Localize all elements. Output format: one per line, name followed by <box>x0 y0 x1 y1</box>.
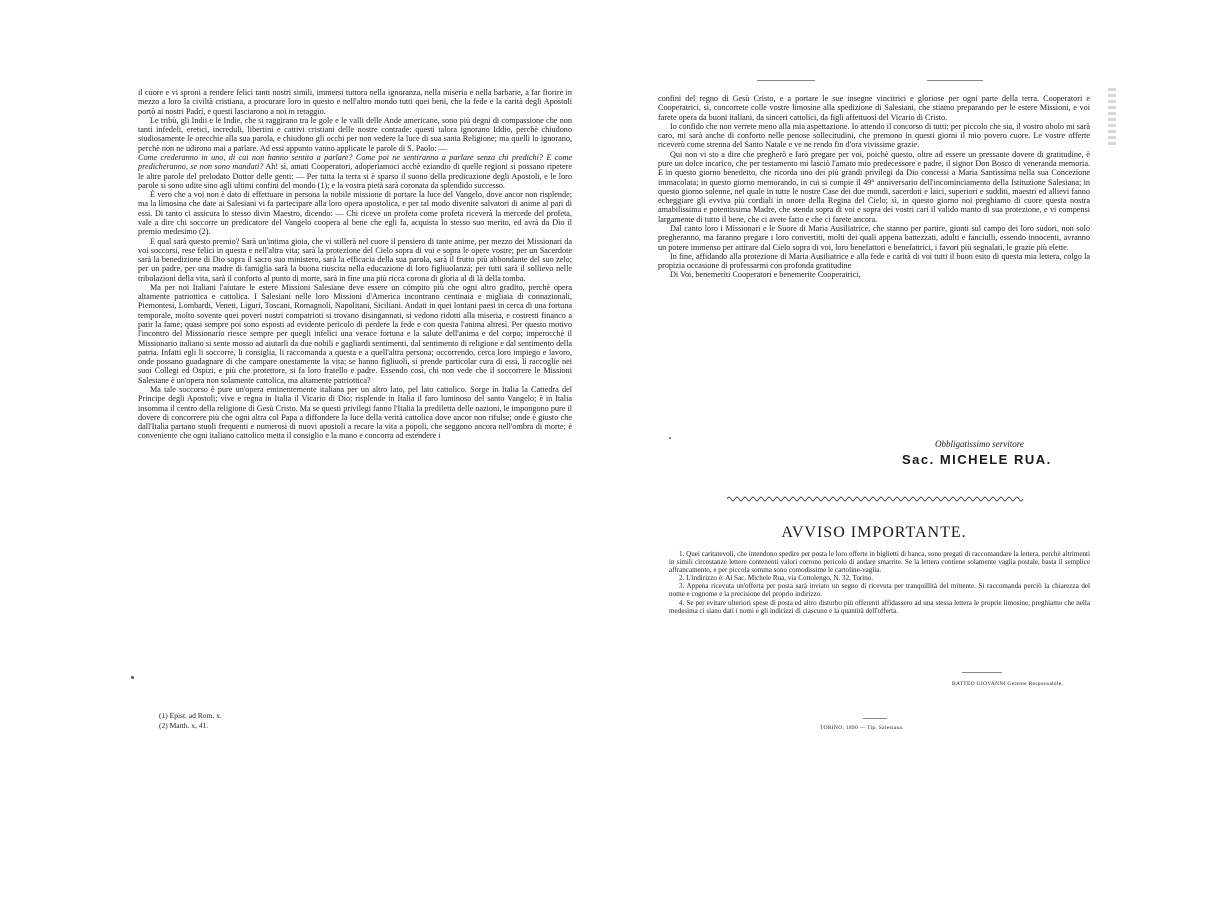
signoff-role: Obbligatissimo servitore <box>935 439 1024 449</box>
manager-line: BATTEO GIOVANNI Gerente Responsabile. <box>952 681 1064 687</box>
scan-speck <box>131 676 134 679</box>
scan-speck <box>669 437 671 439</box>
right-paragraph-4: Dal canto loro i Missionari e le Suore di Maria Ausiliatrice, che stanno per partire, giunti sul campo dei loro sudori, non solo pregheranno, ma faranno pregare i loro convertiti, molti dei quali appena battezzati, adulti e fanciulli, essendo innocenti, avranno un potere immenso per attirare dal Cielo sopra di voi, loro benefattori e benefattrici, i favori più segnalati, le grazie più elette. <box>658 223 1090 252</box>
notice-item-4: 4. Se per evitare ulteriori spese di posta ed altro disturbo più offerenti affidassero ad una stessa lettera le proprie limosine, preghiamo che nella medesima ci siano dati i nomi e gli indirizzi di ciascuno e la quantità dell'offerta. <box>669 598 1090 615</box>
left-paragraph-1: il cuore e vi sproni a rendere felici tanti nostri simili, immersi tuttora nella ignoranza, nella miseria e nella barbarie, a far fiorire in mezzo a loro la civiltà cristiana, a procurare loro in questo e nell'altro mondo tutti quei beni, che la fede e la carità degli Apostoli portò ai nostri Padri, e questi lasciarono a noi in retaggio. <box>138 88 572 116</box>
signoff-name: Sac. MICHELE RUA. <box>902 452 1052 467</box>
printer-line: TORINO, 1890 — Tip. Salesiana. <box>820 725 904 731</box>
left-paragraph-5: E qual sarà questo premio? Sarà un'intima gioia, che vi stillerà nel cuore il pensiero di tante anime, per mezzo dei Missionari da voi soccorsi, rese felici in questa e nell'altra vita; sarà la protezione del Cielo sopra di voi e sopra le opere vostre; per un Sacerdote sarà la benedizione di Dio sopra il sacro suo ministero, sarà la efficacia della sua parola, sarà il frutto più abbondante del suo zelo; per un padre, per una madre di famiglia sarà la buona riuscita nella educazione di loro figliuolanza; per tutti sarà il sollievo nelle tribolazioni della vita, sarà il conforto al punto di morte, sarà in fine una più ricca corona di gloria al di là della tomba. <box>138 236 572 283</box>
printer-rule <box>863 718 887 719</box>
wavy-divider <box>727 494 1024 504</box>
footnote-1: (1) Epist. ad Rom. x. <box>159 711 222 720</box>
left-paragraph-2: Le tribù, gli Indii e le Indie, che si raggirano tra le gole e le valli delle Ande americane, sono più degni di compassione che non tanti infedeli, eretici, increduli, libertini e cattivi cristiani delle nostre contrade: questi talora ignorano Iddio, perchè chiudono studiosamente le orecchie alla sua parola, e chiudono gli occhi per non vedere la luce di sua santa Religione; ma quelli lo ignorano, perchè non ne udirono mai a parlare. Ad essi appunto vanno applicate le parole di S. Paolo: — <box>138 115 572 153</box>
right-page <box>658 94 1090 280</box>
right-paragraph-3: Qui non vi sto a dire che pregherò e farò pregare per voi, poichè questo, oltre ad essere un pressante dovere di gratitudine, è pure un dolce incarico, che per testamento mi lasciò l'amato mio predecessore e padre, il signor Don Bosco di veneranda memoria. E in questo giorno benedetto, che ricorda uno dei più grandi privilegi da Dio concessi a Maria Santissima nella sua Concezione immacolata; in questo giorno memorando, in cui si compie il 49° anniversario dell'incominciamento della Istituzione Salesiana; in questo giorno solenne, nel quale in tutte le nostre Case dei due mondi, sacerdoti e laici, superiori e sudditi, maestri ed allievi fanno echeggiare gli evviva più cordiali in onore della Regina del Cielo; sì, in questo giorno noi preghiamo di cuore questa nostra amabilissima e potentissima Madre, che stenda sopra di voi e sopra dei vostri cari il valido manto di sua protezione, e vi compensi largamente di tutto il bene, che ci avete fatto e che ci farete ancora. <box>658 149 1090 224</box>
notice-item-1: 1. Quei caritatevoli, che intendono spedire per posta le loro offerte in biglietti di banca, sono pregati di raccomandare la lettera, perchè altrimenti in simili circostanze lettere contenenti valori corrono pericolo di andare smarrite. Se la lettera contiene solamente vaglia postale, basta il semplice affrancamento, e per piccola somma sono comodissime le cartoline-vaglia. <box>669 550 1090 575</box>
footnote-2: (2) Matth. x, 41. <box>159 720 209 730</box>
notice-body <box>669 550 1090 615</box>
left-paragraph-3-text: Ah! sì, amati Cooperatori, adoperiamoci acchè eziandio di quelle regioni si possano ripetere le altre parole del prelodato Dottor delle genti: — Per tutta la terra si è sparso il suono della predicazione degli Apostoli, e le loro parole si sono udite sino agli ultimi confini del mondo (1); e la vostra pietà sarà coronata da splendido successo. <box>138 162 573 190</box>
margin-stamp <box>1108 88 1116 146</box>
right-paragraph-6: Di Voi, benemeriti Cooperatori e benemerite Cooperatrici, <box>670 270 861 280</box>
top-ornament-rule-right <box>927 80 983 81</box>
left-paragraph-7: Ma tale soccorso è pure un'opera eminentemente italiana per un altro lato, pel lato cattolico. Sorge in Italia la Cattedra del Principe degli Apostoli; vive e regna in Italia il Vicario di Dio; risplende in Italia il faro luminoso del santo Vangelo; è in Italia insomma il centro della religione di Gesù Cristo. Ma se questi privilegi fanno l'Italia la prediletta delle nazioni, le impongono pure il dovere di concorrere più che ogni altra col Papa a diffondere la luce della verità cattolica dove ancor non rifulse; onde è giusto che dall'Italia partano stuoli frequenti e numerosi di nuovi apostoli a recare la vita a popoli, che seggono ancora nell'ombra di morte; è conveniente che ogni italiano cattolico metta il consiglio e la mano e concorra ad estendere i <box>138 385 572 441</box>
left-paragraph-3 <box>138 153 572 190</box>
notice-title: AVVISO IMPORTANTE. <box>781 524 967 541</box>
left-paragraph-4: È vero che a voi non è dato di effettuare in persona la nobile missione di portare la luce del Vangelo, dove ancor non risplende; ma la limosina che date ai Salesiani vi fa partecipare alla loro opera apostolica, e per tal modo divenite salvatori di anime al pari di essi. Di tanto ci assicura lo stesso divin Maestro, dicendo: — Chi riceve un profeta come profeta riceverà la mercede del profeta, vale a dire chi soccorre un predicatore del Vangelo coopera al bene che egli fa, acquista lo stesso suo merito, ed avrà da Dio il premio medesimo (2). <box>138 190 572 237</box>
right-paragraph-5: In fine, affidando alla protezione di Maria Ausiliatrice e alla fede e carità di voi tutti il buon esito di questa mia lettera, colgo la propizia occasione di professarmi con profonda gratitudine <box>658 251 1090 271</box>
manager-rule <box>962 672 1002 673</box>
notice-item-3: 3. Appena ricevuta un'offerta per posta sarà inviato un segno di ricevuta per tranquillità del mittente. Si raccomanda perciò la chiarezza del nome e cognome e la precisione del proprio indirizzo. <box>669 582 1090 599</box>
right-paragraph-1: confini del regno di Gesù Cristo, e a portare le sue insegne vincitrici e gloriose per ogni parte della terra. Cooperatori e Cooperatrici, sì, concorrete colle vostre limosine alla spedizione di Salesiani, che stiamo preparando per le estere Missioni, e voi farete opera da buoni italiani, da sinceri cattolici, da figli affettuosi del Vicario di Cristo. <box>658 94 1090 122</box>
right-paragraph-2: Io confido che non verrete meno alla mia aspettazione. Io attendo il concorso di tutti; per piccolo che sia, il vostro obolo mi sarà caro, mi sarà anche di conforto nelle penose sollecitudini, che premono in questi giorni il mio povero cuore. Le vostre offerte riceverò come strenna del Santo Natale e ve ne rendo fin d'ora vivissime grazie. <box>658 121 1090 150</box>
paul-quote-italic: Come crederanno in uno, di cui non hanno sentito a parlare? Come poi ne sentiranno a parlare senza chi predichi? E come predicheranno, se non sono mandati? <box>138 152 572 172</box>
left-page <box>138 88 572 441</box>
footnotes <box>159 711 222 730</box>
top-ornament-rule-left <box>757 80 815 81</box>
notice-item-2: 2. L'indirizzo è: Al Sac. Michele Rua, via Cottolengo, N. 32, Torino. <box>679 574 874 583</box>
left-paragraph-6: Ma per noi Italiani l'aiutare le estere Missioni Salesiane deve essere un cómpito più che ogni altro gradito, perchè opera altamente patriottica e cattolica. I Salesiani nelle loro Missioni d'America incontrano centinaia e migliaia di connazionali, Piemontesi, Lombardi, Veneti, Liguri, Toscani, Romagnoli, Napolitani, Siciliani. Andati in quei lontani paesi in cerca di una fortuna temporale, molto sovente quei poveri nostri compatrioti si trovano disingannati, si vedono ridotti alla miseria, e costretti financo a patir la fame; quasi sempre poi sono esposti ad evidente pericolo di perdere la fede e con questa l'anima altresì. Per questo motivo l'incontro del Missionario riesce sempre per quegli infelici una verace fortuna e la salute dell'anima e del corpo; imperocchè il Missionario italiano si sente mosso ad aiutarli da due nobili e gagliardi sentimenti, dal sentimento di religione e dal sentimento della patria. Infatti egli li soccorre, li consiglia, li raccomanda a questa e a quell'altra persona; occorrendo, cerca loro impiego e lavoro, onde possano guadagnare di che campare onestamente la vita; se hanno figliuoli, si prende particolar cura di essi, li raccoglie nei suoi Collegi ed Ospizi, e più che protettore, si fa loro fratello e padre. Essendo così, chi non vede che il soccorrere le Missioni Salesiane è un'opera non solamente cattolica, ma altamente patriottica? <box>138 282 572 385</box>
